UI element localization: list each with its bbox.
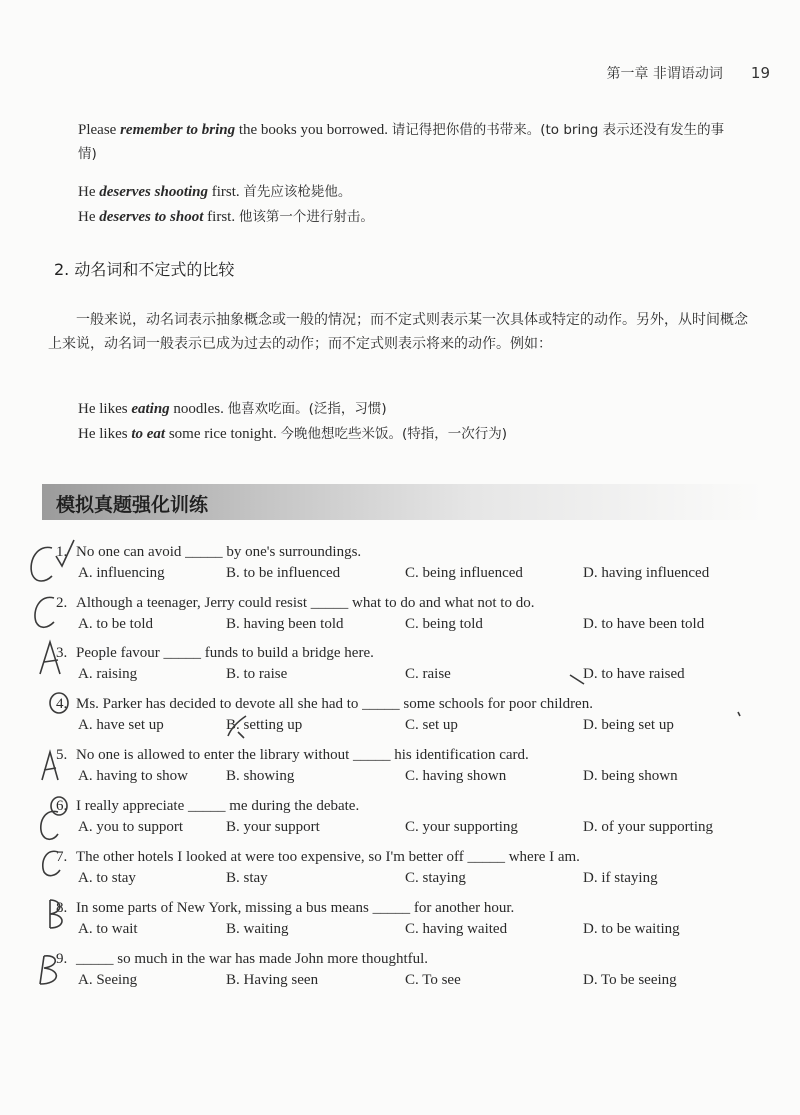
- option-d: D. having influenced: [583, 565, 710, 581]
- option-b: B. setting up: [226, 717, 303, 733]
- option-a: A. you to support: [78, 819, 183, 835]
- question-9: 9. _____ so much in the war has made John more thoughtful. A. Seeing B. Having seen C. To see D. To be seeing: [56, 951, 677, 988]
- option-c: C. having waited: [405, 921, 508, 937]
- option-a: A. to wait: [78, 921, 138, 937]
- option-d: D. to have raised: [583, 666, 685, 682]
- page-header: [606, 62, 770, 84]
- option-d: D. being shown: [583, 768, 678, 784]
- question-2: 2. Although a teenager, Jerry could resist _____ what to do and what not to do. A. to be told B. having been told C. being told D. to have been told: [56, 595, 705, 632]
- section-title: 2. 动名词和不定式的比较: [54, 260, 235, 279]
- option-c: C. being told: [405, 616, 483, 632]
- page-number: 19: [750, 64, 770, 82]
- example-sentence: He deserves to shoot first. 他该第一个进行射击。: [78, 209, 374, 225]
- option-d: D. to have been told: [583, 616, 705, 632]
- question-4: 4. Ms. Parker has decided to devote all she had to _____ some schools for poor children. A. have set up B. setting up C. set up D. being set up: [56, 696, 674, 733]
- option-a: A. raising: [78, 666, 138, 682]
- option-c: C. set up: [405, 717, 458, 733]
- option-c: C. To see: [405, 972, 461, 988]
- option-b: B. stay: [226, 870, 268, 886]
- option-a: A. having to show: [78, 768, 188, 784]
- handwritten-answer-9: [40, 956, 56, 984]
- question-8: 8. In some parts of New York, missing a bus means _____ for another hour. A. to wait B. waiting C. having waited D. to be waiting: [56, 900, 680, 937]
- example-sentence: He deserves shooting first. 首先应该枪毙他。: [78, 184, 352, 200]
- handwritten-answer-1: [31, 547, 52, 581]
- option-d: D. if staying: [583, 870, 658, 886]
- question-5: 5. No one is allowed to enter the library without _____ his identification card. A. having to show B. showing C. having shown D. being shown: [56, 747, 678, 784]
- option-b: B. your support: [226, 819, 320, 835]
- option-b: B. to be influenced: [226, 565, 341, 581]
- chapter-title: 第一章 非谓语动词: [606, 66, 723, 82]
- question-3: 3. People favour _____ funds to build a bridge here. A. raising B. to raise C. raise D. to have raised: [56, 645, 685, 682]
- option-b: B. waiting: [226, 921, 289, 937]
- example-sentence: Please remember to bring the books you borrowed. 请记得把你借的书带来。(to bring 表示还没有发生的事情): [78, 122, 725, 162]
- example-sentence: He likes to eat some rice tonight. 今晚他想吃些米饭。(特指，一次行为): [78, 426, 508, 442]
- option-b: B. to raise: [226, 666, 288, 682]
- question-7: 7. The other hotels I looked at were too expensive, so I'm better off _____ where I am. A. to stay B. stay C. staying D. if staying: [56, 849, 658, 886]
- exercise-banner: [42, 484, 762, 520]
- option-b: B. Having seen: [226, 972, 319, 988]
- explanation-paragraph: 一般来说，动名词表示抽象概念或一般的情况；而不定式则表示某一次具体或特定的动作。另外，从时间概念上来说，动名词一般表示已成为过去的动作；而不定式则表示将来的动作。例如：: [48, 312, 748, 352]
- option-a: A. influencing: [78, 565, 165, 581]
- option-d: D. To be seeing: [583, 972, 677, 988]
- option-d: D. to be waiting: [583, 921, 680, 937]
- option-a: A. to stay: [78, 870, 136, 886]
- example-sentence: He likes eating noodles. 他喜欢吃面。(泛指，习惯): [78, 401, 387, 417]
- option-d: D. of your supporting: [583, 819, 713, 835]
- option-a: A. Seeing: [78, 972, 138, 988]
- question-6: 6. I really appreciate _____ me during the debate. A. you to support B. your support C. your supporting D. of your supporting: [56, 798, 713, 835]
- option-d: D. being set up: [583, 717, 674, 733]
- handwritten-answer-2: [35, 597, 54, 627]
- option-b: B. having been told: [226, 616, 344, 632]
- option-b: B. showing: [226, 768, 295, 784]
- option-c: C. being influenced: [405, 565, 523, 581]
- option-c: C. raise: [405, 666, 451, 682]
- option-c: C. having shown: [405, 768, 507, 784]
- question-1: 1. No one can avoid _____ by one's surroundings. A. influencing B. to be influenced C. being influenced D. having influenced: [56, 544, 710, 581]
- option-a: A. have set up: [78, 717, 164, 733]
- option-c: C. staying: [405, 870, 466, 886]
- option-c: C. your supporting: [405, 819, 518, 835]
- banner-title: 模拟真题强化训练: [56, 494, 209, 516]
- option-a: A. to be told: [78, 616, 153, 632]
